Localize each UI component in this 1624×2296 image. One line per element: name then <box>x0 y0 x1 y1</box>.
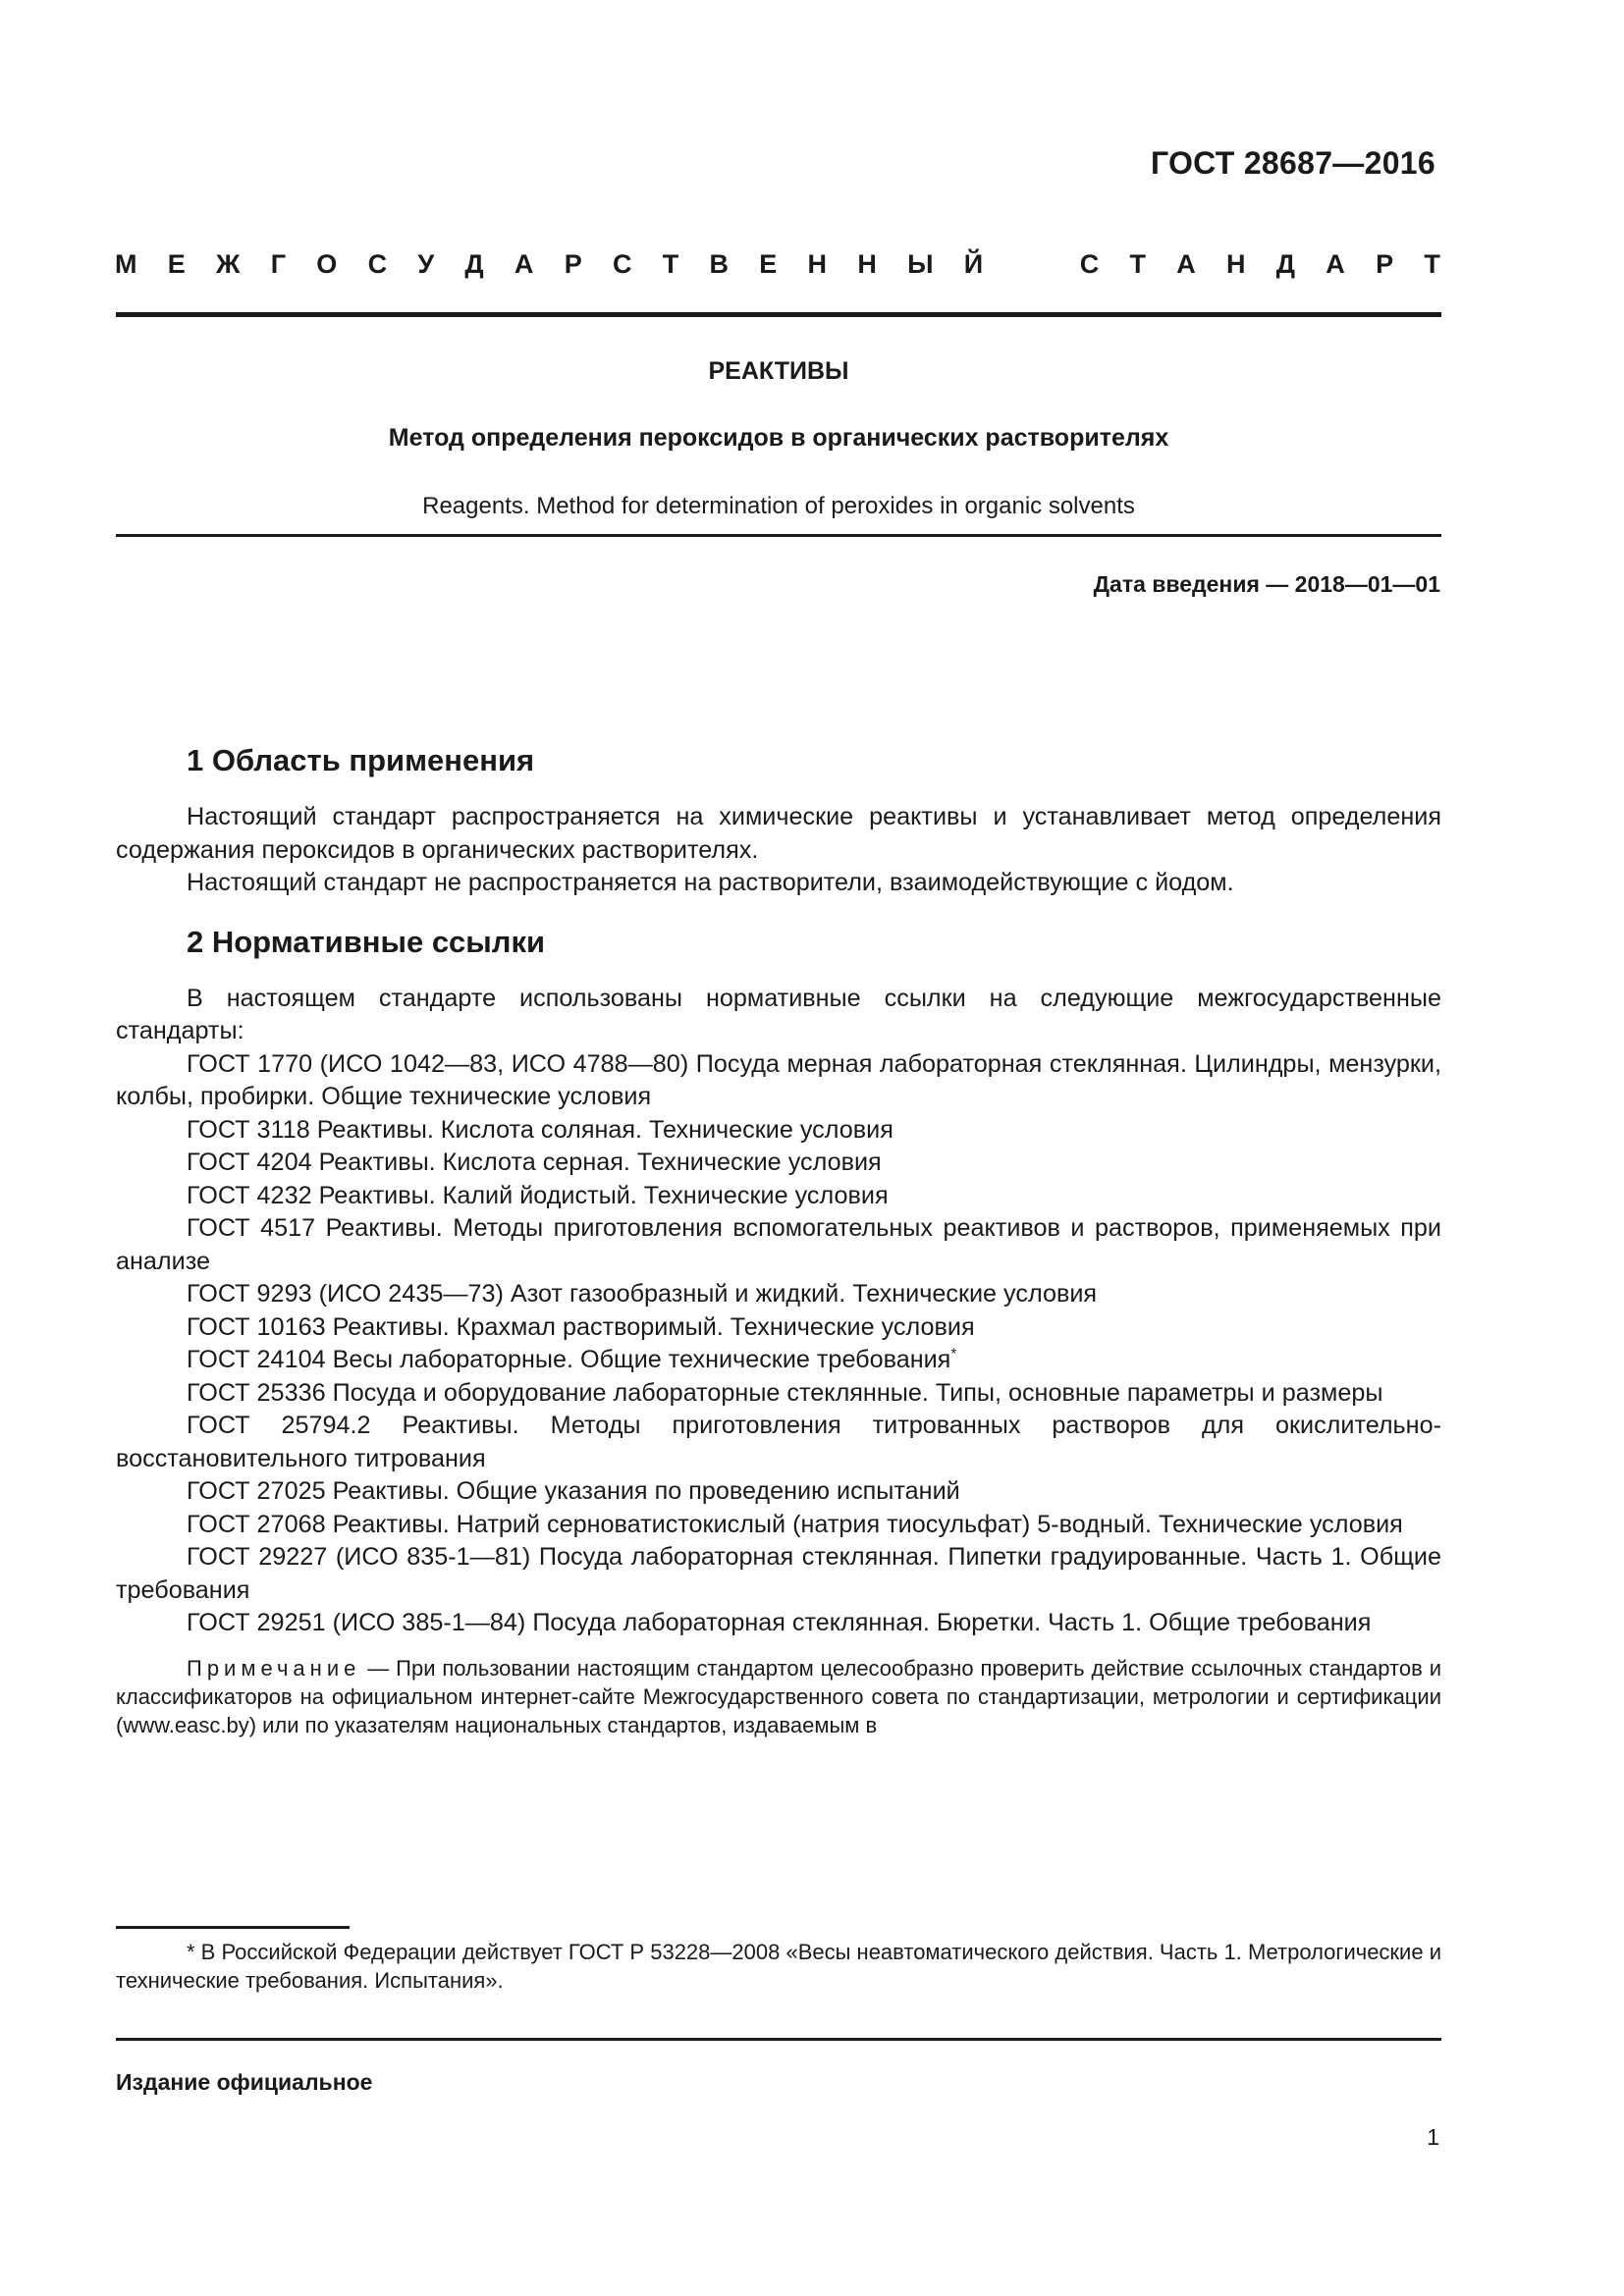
reference-text: ГОСТ 1770 (ИСО 1042—83, ИСО 4788—80) Посуда мерная лабораторная стеклянная. Цилиндры, мензурки, колбы, пробирки. Общие технические условия <box>116 1049 1441 1110</box>
reference-text: ГОСТ 9293 (ИСО 2435—73) Азот газообразный и жидкий. Технические условия <box>187 1280 1098 1308</box>
title-rule <box>116 534 1441 537</box>
reference-item <box>116 1509 1441 1542</box>
footnote: * В Российской Федерации действует ГОСТ Р 53228—2008 «Весы неавтоматического действия. Часть 1. Метрологические и технические требования. Испытания». <box>116 1940 1441 1993</box>
reference-text: ГОСТ 4517 Реактивы. Методы приготовления вспомогательных реактивов и растворов, применяемых при анализе <box>116 1214 1441 1275</box>
reference-item <box>116 1180 1441 1213</box>
heading-letter: Д <box>1275 249 1296 279</box>
heading-letter: Т <box>1129 249 1146 279</box>
reference-item <box>116 1114 1441 1148</box>
section-heading-scope: 1 Область применения <box>187 743 535 777</box>
reference-text: ГОСТ 29251 (ИСО 385-1—84) Посуда лабораторная стеклянная. Бюретки. Часть 1. Общие требования <box>187 1609 1372 1636</box>
reference-item <box>116 1410 1441 1475</box>
footnote-marker: * <box>950 1345 957 1362</box>
reference-list <box>116 1048 1441 1640</box>
document-number: ГОСТ 28687—2016 <box>1150 145 1435 181</box>
heading-letter: Ы <box>907 249 934 279</box>
heading-letter: Ж <box>216 249 241 279</box>
word-gap <box>1013 249 1049 280</box>
heading-letter: А <box>514 249 534 279</box>
reference-item <box>116 1541 1441 1607</box>
heading-letter: Й <box>963 249 984 279</box>
heading-letter: Е <box>759 249 778 279</box>
heading-letter: М <box>115 249 137 279</box>
reference-text: ГОСТ 10163 Реактивы. Крахмал растворимый. Технические условия <box>187 1312 975 1341</box>
reference-item <box>116 1278 1441 1311</box>
heading-letter: Н <box>1226 249 1246 279</box>
heading-letter: Г <box>270 249 287 279</box>
heading-letter: С <box>367 249 388 279</box>
heading-letter: Н <box>807 249 828 279</box>
reference-text: ГОСТ 27068 Реактивы. Натрий серноватистокислый (натрия тиосульфат) 5-водный. Технические условия <box>187 1510 1403 1538</box>
heading-letter: А <box>1176 249 1196 279</box>
document-body <box>116 742 1441 1761</box>
reference-text: ГОСТ 4204 Реактивы. Кислота серная. Технические условия <box>187 1148 882 1176</box>
document-title: РЕАКТИВЫ <box>708 357 849 385</box>
reference-text: ГОСТ 25794.2 Реактивы. Методы приготовления титрованных растворов для окислительно-восстановительного титрования <box>116 1412 1441 1472</box>
reference-item <box>116 1212 1441 1278</box>
heading-letter: Р <box>1376 249 1394 279</box>
heading-letter: Е <box>167 249 186 279</box>
heading-letter: В <box>709 249 729 279</box>
heading-letter: Д <box>464 249 484 279</box>
edition-label: Издание официальное <box>116 2069 373 2095</box>
reference-item <box>116 1607 1441 1640</box>
reference-item <box>116 1475 1441 1509</box>
footer-rule <box>116 2038 1441 2041</box>
footnote-rule <box>116 1926 350 1929</box>
reference-text: ГОСТ 3118 Реактивы. Кислота соляная. Технические условия <box>187 1115 893 1144</box>
heading-letter: Т <box>1424 249 1440 279</box>
page-number: 1 <box>1427 2124 1439 2150</box>
note <box>116 1654 1441 1739</box>
reference-text: ГОСТ 25336 Посуда и оборудование лабораторные стеклянные. Типы, основные параметры и размеры <box>187 1378 1383 1407</box>
reference-text: ГОСТ 29227 (ИСО 835-1—81) Посуда лабораторная стеклянная. Пипетки градуированные. Часть 1. Общие требования <box>116 1543 1441 1604</box>
reference-item <box>116 1377 1441 1411</box>
heading-letter: Н <box>857 249 877 279</box>
heading-letter: Р <box>564 249 582 279</box>
reference-item <box>116 1344 1441 1377</box>
paragraph: В настоящем стандарте использованы нормативные ссылки на следующие межгосударственные стандарты: <box>116 984 1441 1044</box>
header-rule <box>116 312 1441 317</box>
reference-text: ГОСТ 27025 Реактивы. Общие указания по проведению испытаний <box>187 1477 960 1505</box>
reference-text: ГОСТ 24104 Весы лабораторные. Общие технические требования <box>187 1346 951 1373</box>
heading-letter: С <box>1079 249 1100 279</box>
paragraph: Настоящий стандарт распространяется на химические реактивы и устанавливает метод определения содержания пероксидов в органических растворителях. <box>116 803 1441 864</box>
note-label: Примечание <box>187 1655 361 1681</box>
paragraph: Настоящий стандарт не распространяется на растворители, взаимодействующие с йодом. <box>187 869 1234 896</box>
heading-letter: У <box>417 249 435 279</box>
reference-item <box>116 1147 1441 1180</box>
heading-letter: А <box>1326 249 1345 279</box>
reference-item <box>116 1048 1441 1114</box>
document-title-english: Reagents. Method for determination of peroxides in organic solvents <box>422 493 1135 519</box>
reference-item <box>116 1311 1441 1345</box>
introduction-date: Дата введения — 2018—01—01 <box>1093 571 1440 597</box>
document-subtitle: Метод определения пероксидов в органических растворителях <box>388 424 1169 452</box>
reference-text: ГОСТ 4232 Реактивы. Калий йодистый. Технические условия <box>187 1181 889 1209</box>
standard-type-heading <box>115 249 1440 280</box>
heading-letter: Т <box>662 249 679 279</box>
heading-letter: О <box>316 249 338 279</box>
note-text: — При пользовании настоящим стандартом целесообразно проверить действие ссылочных стандартов и классификаторов на официальном интернет-сайте Межгосударственного совета по стандартизации, метрологии и сертификации (www.easc.by) или по указателям национальных стандартов, издаваемым в <box>116 1655 1441 1737</box>
heading-letter: С <box>612 249 632 279</box>
section-heading-references: 2 Нормативные ссылки <box>187 924 546 959</box>
